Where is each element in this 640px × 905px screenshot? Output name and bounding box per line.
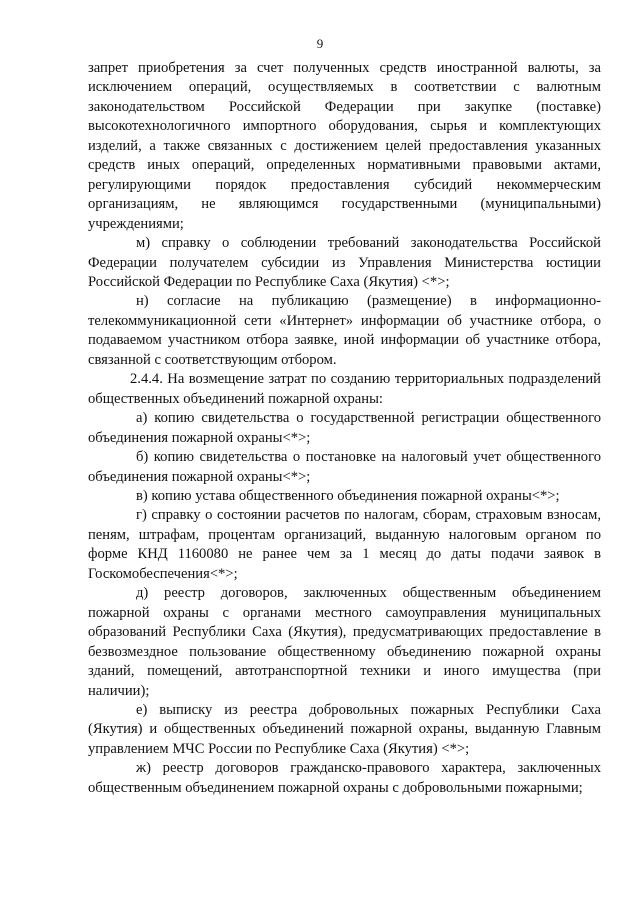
paragraph-item-n: н) согласие на публикацию (размещение) в информационно-телекоммуникационной сети «Интернет» информации об участнике отбора, о подаваемом участником отбора заявке, иной информации об участнике отбора, связанной с соответствующим отбором. <box>88 293 601 368</box>
paragraph-item-v: в) копию устава общественного объединения пожарной охраны<*>; <box>136 487 560 504</box>
section-heading-2-4-4: 2.4.4. На возмещение затрат по созданию территориальных подразделений общественных объединений пожарной охраны: <box>88 371 601 407</box>
paragraph-continuation: запрет приобретения за счет полученных средств иностранной валюты, за исключением операций, осуществляемых в соответствии с валютным законодательством Российской Федерации при закупке (поставке) высокотехнологичного импортного оборудования, сырья и комплектующих изделий, а также связанных с достижением целей предоставления указанных средств иных операций, определенных нормативными правовыми актами, регулирующими порядок предоставления субсидий некоммерческим организациям, не являющимся государственными (муниципальными) учреждениями; <box>88 60 601 232</box>
paragraph-item-g: г) справку о состоянии расчетов по налогам, сборам, страховым взносам, пеням, штрафам, процентам организаций, выданную налоговым органом по форме КНД 1160080 не ранее чем за 1 месяц до даты подачи заявок в Госкомобеспечения<*>; <box>88 507 601 582</box>
page-number: 9 <box>316 36 324 51</box>
paragraph-item-zh: ж) реестр договоров гражданско-правового характера, заключенных общественным объединением пожарной охраны с добровольными пожарными; <box>88 760 601 796</box>
paragraph-item-a: а) копию свидетельства о государственной регистрации общественного объединения пожарной охраны<*>; <box>88 410 601 446</box>
paragraph-item-d: д) реестр договоров, заключенных общественным объединением пожарной охраны с органами местного самоуправления муниципальных образований Республики Саха (Якутия), предусматривающих предоставление в безвозмездное пользование общественному объединению пожарной охраны зданий, помещений, автотранспортной техники и иного имущества (при наличии); <box>88 585 601 699</box>
paragraph-item-m: м) справку о соблюдении требований законодательства Российской Федерации получателем субсидии из Управления Министерства юстиции Российской Федерации по Республике Саха (Якутия) <*>; <box>88 235 601 290</box>
paragraph-item-e: е) выписку из реестра добровольных пожарных Республики Саха (Якутия) и общественных объединений пожарной охраны, выданную Главным управлением МЧС России по Республике Саха (Якутия) <*>; <box>88 701 601 757</box>
document-body <box>88 59 601 798</box>
paragraph-item-b: б) копию свидетельства о постановке на налоговый учет общественного объединения пожарной охраны<*>; <box>88 449 601 485</box>
